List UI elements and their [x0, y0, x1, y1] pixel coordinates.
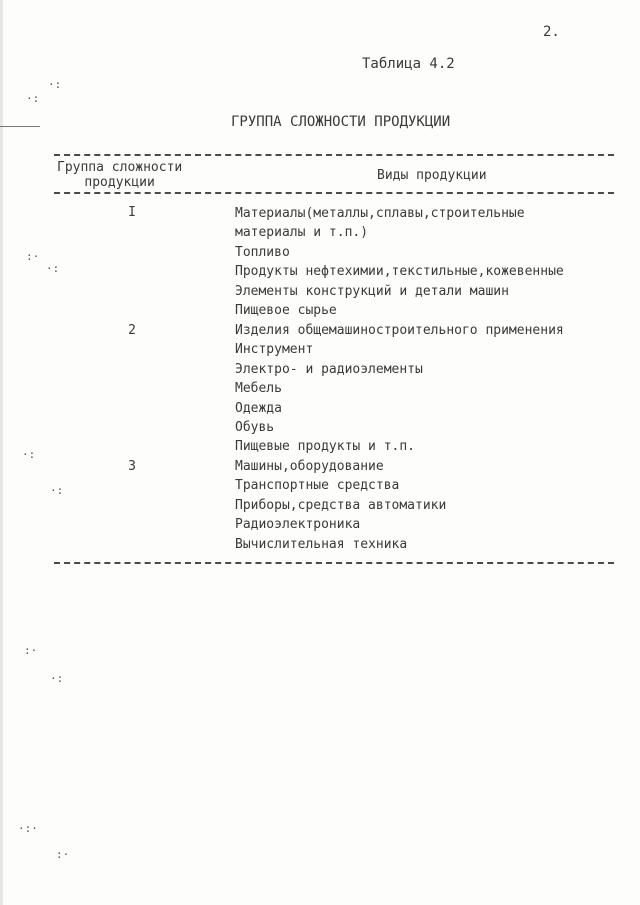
product-item: Инструмент — [235, 342, 314, 357]
scan-speck: :· — [56, 848, 70, 861]
table-title: ГРУППА СЛОЖНОСТИ ПРОДУКЦИИ — [231, 114, 451, 130]
scan-speck: ·: — [50, 672, 64, 685]
scan-speck: ·:· — [18, 822, 38, 835]
scan-speck: :· — [26, 250, 40, 263]
table-bottom-rule — [54, 562, 614, 564]
product-item: Мебель — [235, 381, 282, 396]
column-header-types: Виды продукции — [377, 168, 487, 183]
product-item: Материалы(металлы,сплавы,строительные — [235, 206, 525, 221]
scan-speck: ·: — [48, 78, 62, 91]
group-number: I — [128, 205, 136, 220]
product-item: Продукты нефтехимии,текстильные,кожевенные — [235, 264, 564, 279]
scan-speck: ·: — [46, 262, 60, 275]
product-item: Одежда — [235, 401, 282, 416]
product-item: Изделия общемашиностроительного применения — [235, 323, 564, 338]
scan-speck: ·: — [50, 484, 64, 497]
table-top-rule — [54, 154, 614, 156]
group-number: 3 — [128, 459, 136, 474]
product-item: Топливо — [235, 245, 290, 260]
scan-speck: ·: — [26, 92, 40, 105]
product-item: Радиоэлектроника — [235, 517, 361, 532]
product-item: Вычислительная техника — [235, 537, 408, 552]
product-item: Электро- и радиоэлементы — [235, 362, 423, 377]
product-item: материалы и т.п.) — [235, 225, 369, 240]
header-bottom-rule — [54, 192, 614, 194]
product-item: Пищевые продукты и т.п. — [235, 439, 416, 454]
product-item: Приборы,средства автоматики — [235, 498, 447, 513]
product-item: Машины,оборудование — [235, 459, 384, 474]
group-number: 2 — [128, 323, 136, 338]
column-header-group-line1: Группа сложности — [57, 160, 183, 175]
edge-mark — [0, 126, 40, 127]
product-item: Элементы конструкций и детали машин — [235, 284, 509, 299]
product-item: Обувь — [235, 420, 275, 435]
scan-speck: ·: — [22, 448, 36, 461]
table-caption: Таблица 4.2 — [362, 56, 455, 72]
page-number: 2. — [543, 24, 560, 40]
scan-speck: :· — [24, 644, 38, 657]
column-header-group — [57, 160, 182, 190]
column-header-group-line2: продукции — [84, 175, 155, 190]
product-item: Пищевое сырье — [235, 303, 337, 318]
product-item: Транспортные средства — [235, 478, 400, 493]
binding-edge — [0, 0, 3, 905]
